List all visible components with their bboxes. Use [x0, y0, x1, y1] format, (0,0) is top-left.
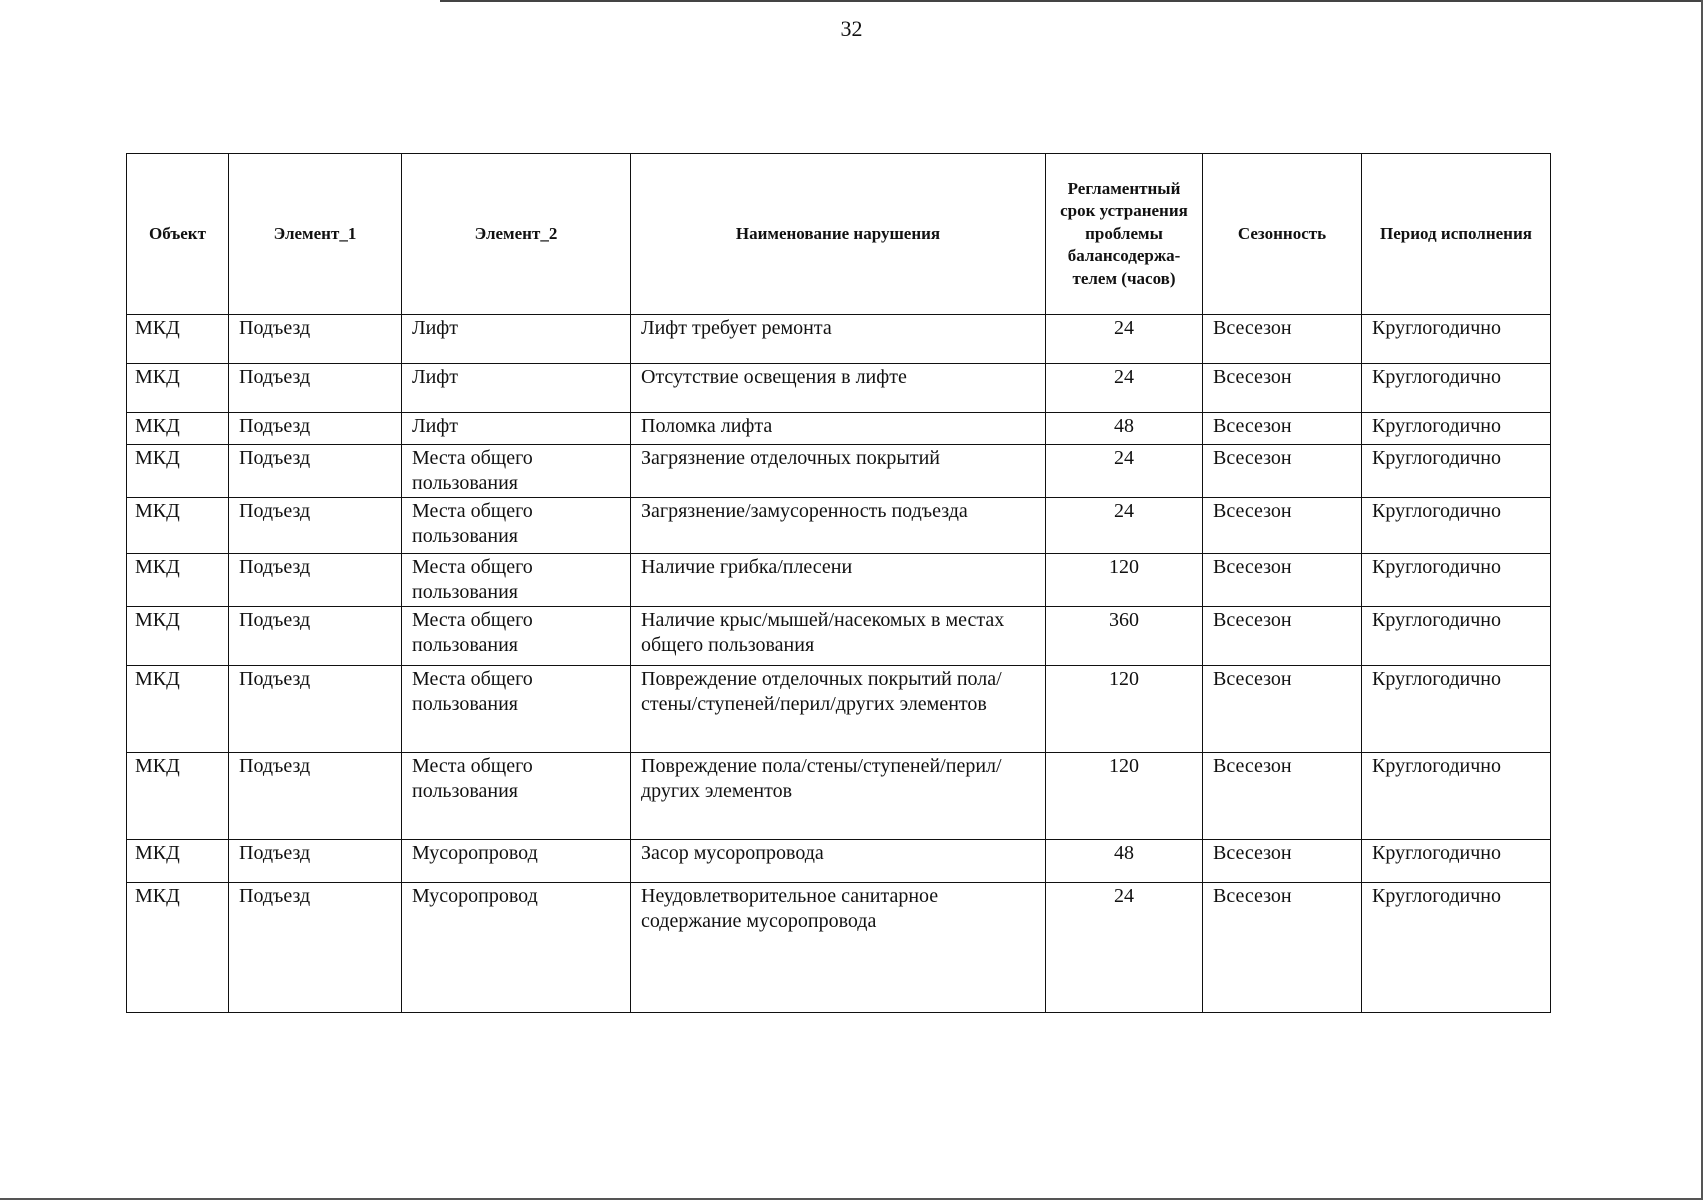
- table-row: [127, 840, 1551, 883]
- cell-season: Всесезон: [1203, 554, 1362, 607]
- cell-term-hours: 24: [1046, 445, 1203, 498]
- cell-element-2: Места общего пользования: [402, 498, 631, 554]
- cell-element-2: Места общего пользования: [402, 753, 631, 840]
- header-element-2: Элемент_2: [402, 154, 631, 315]
- header-seasonality: Сезонность: [1203, 154, 1362, 315]
- cell-term-hours: 120: [1046, 753, 1203, 840]
- table-row: [127, 364, 1551, 413]
- table-header: [127, 154, 1551, 315]
- page-number: 32: [840, 16, 863, 41]
- header-element-1: Элемент_1: [229, 154, 402, 315]
- table-body: [127, 315, 1551, 1013]
- cell-object: МКД: [127, 315, 229, 364]
- header-regulatory-term: Регламентный срок устранения проблемы балансодержа-телем (часов): [1046, 154, 1203, 315]
- cell-violation: Повреждение пола/стены/ступеней/перил/других элементов: [631, 753, 1046, 840]
- cell-season: Всесезон: [1203, 498, 1362, 554]
- cell-season: Всесезон: [1203, 445, 1362, 498]
- cell-period: Круглогодично: [1362, 840, 1551, 883]
- violations-table: [126, 153, 1551, 1013]
- table-row: [127, 315, 1551, 364]
- cell-period: Круглогодично: [1362, 364, 1551, 413]
- table-row: [127, 498, 1551, 554]
- cell-element-2: Лифт: [402, 315, 631, 364]
- table-row: [127, 554, 1551, 607]
- cell-element-2: Места общего пользования: [402, 554, 631, 607]
- cell-element-1: Подъезд: [229, 840, 402, 883]
- cell-violation: Наличие крыс/мышей/насекомых в местах общего пользования: [631, 607, 1046, 666]
- cell-element-1: Подъезд: [229, 883, 402, 1013]
- cell-object: МКД: [127, 666, 229, 753]
- cell-period: Круглогодично: [1362, 498, 1551, 554]
- cell-violation: Лифт требует ремонта: [631, 315, 1046, 364]
- cell-period: Круглогодично: [1362, 554, 1551, 607]
- cell-element-2: Мусоропровод: [402, 883, 631, 1013]
- cell-period: Круглогодично: [1362, 666, 1551, 753]
- cell-season: Всесезон: [1203, 315, 1362, 364]
- cell-violation: Засор мусоропровода: [631, 840, 1046, 883]
- cell-element-2: Лифт: [402, 364, 631, 413]
- cell-term-hours: 24: [1046, 498, 1203, 554]
- cell-element-2: Лифт: [402, 413, 631, 445]
- cell-term-hours: 120: [1046, 666, 1203, 753]
- cell-object: МКД: [127, 364, 229, 413]
- cell-object: МКД: [127, 607, 229, 666]
- cell-violation: Загрязнение отделочных покрытий: [631, 445, 1046, 498]
- cell-element-1: Подъезд: [229, 315, 402, 364]
- cell-object: МКД: [127, 753, 229, 840]
- cell-element-1: Подъезд: [229, 607, 402, 666]
- header-row: [127, 154, 1551, 315]
- cell-object: МКД: [127, 840, 229, 883]
- scan-edge-top: [440, 0, 1703, 2]
- cell-element-1: Подъезд: [229, 413, 402, 445]
- cell-element-2: Мусоропровод: [402, 840, 631, 883]
- cell-term-hours: 24: [1046, 315, 1203, 364]
- header-object: Объект: [127, 154, 229, 315]
- cell-object: МКД: [127, 413, 229, 445]
- cell-period: Круглогодично: [1362, 753, 1551, 840]
- cell-term-hours: 24: [1046, 883, 1203, 1013]
- cell-element-1: Подъезд: [229, 753, 402, 840]
- cell-season: Всесезон: [1203, 413, 1362, 445]
- cell-violation: Отсутствие освещения в лифте: [631, 364, 1046, 413]
- cell-element-2: Места общего пользования: [402, 445, 631, 498]
- cell-object: МКД: [127, 883, 229, 1013]
- cell-period: Круглогодично: [1362, 445, 1551, 498]
- table-row: [127, 607, 1551, 666]
- cell-season: Всесезон: [1203, 753, 1362, 840]
- cell-violation: Загрязнение/замусоренность подъезда: [631, 498, 1046, 554]
- cell-element-1: Подъезд: [229, 554, 402, 607]
- cell-element-2: Места общего пользования: [402, 666, 631, 753]
- table-row: [127, 666, 1551, 753]
- cell-violation: Поломка лифта: [631, 413, 1046, 445]
- cell-violation: Наличие грибка/плесени: [631, 554, 1046, 607]
- cell-object: МКД: [127, 554, 229, 607]
- cell-term-hours: 360: [1046, 607, 1203, 666]
- table-row: [127, 753, 1551, 840]
- cell-object: МКД: [127, 445, 229, 498]
- cell-object: МКД: [127, 498, 229, 554]
- cell-period: Круглогодично: [1362, 607, 1551, 666]
- cell-season: Всесезон: [1203, 364, 1362, 413]
- cell-season: Всесезон: [1203, 883, 1362, 1013]
- cell-season: Всесезон: [1203, 840, 1362, 883]
- cell-element-1: Подъезд: [229, 445, 402, 498]
- cell-violation: Неудовлетворительное санитарное содержание мусоропровода: [631, 883, 1046, 1013]
- table-row: [127, 445, 1551, 498]
- cell-term-hours: 120: [1046, 554, 1203, 607]
- cell-period: Круглогодично: [1362, 883, 1551, 1013]
- cell-element-2: Места общего пользования: [402, 607, 631, 666]
- cell-season: Всесезон: [1203, 666, 1362, 753]
- cell-term-hours: 48: [1046, 413, 1203, 445]
- cell-term-hours: 24: [1046, 364, 1203, 413]
- cell-element-1: Подъезд: [229, 666, 402, 753]
- cell-season: Всесезон: [1203, 607, 1362, 666]
- table-row: [127, 413, 1551, 445]
- header-violation-name: Наименование нарушения: [631, 154, 1046, 315]
- cell-violation: Повреждение отделочных покрытий пола/стены/ступеней/перил/других элементов: [631, 666, 1046, 753]
- cell-term-hours: 48: [1046, 840, 1203, 883]
- cell-period: Круглогодично: [1362, 413, 1551, 445]
- cell-element-1: Подъезд: [229, 498, 402, 554]
- table-row: [127, 883, 1551, 1013]
- header-execution-period: Период исполнения: [1362, 154, 1551, 315]
- cell-period: Круглогодично: [1362, 315, 1551, 364]
- cell-element-1: Подъезд: [229, 364, 402, 413]
